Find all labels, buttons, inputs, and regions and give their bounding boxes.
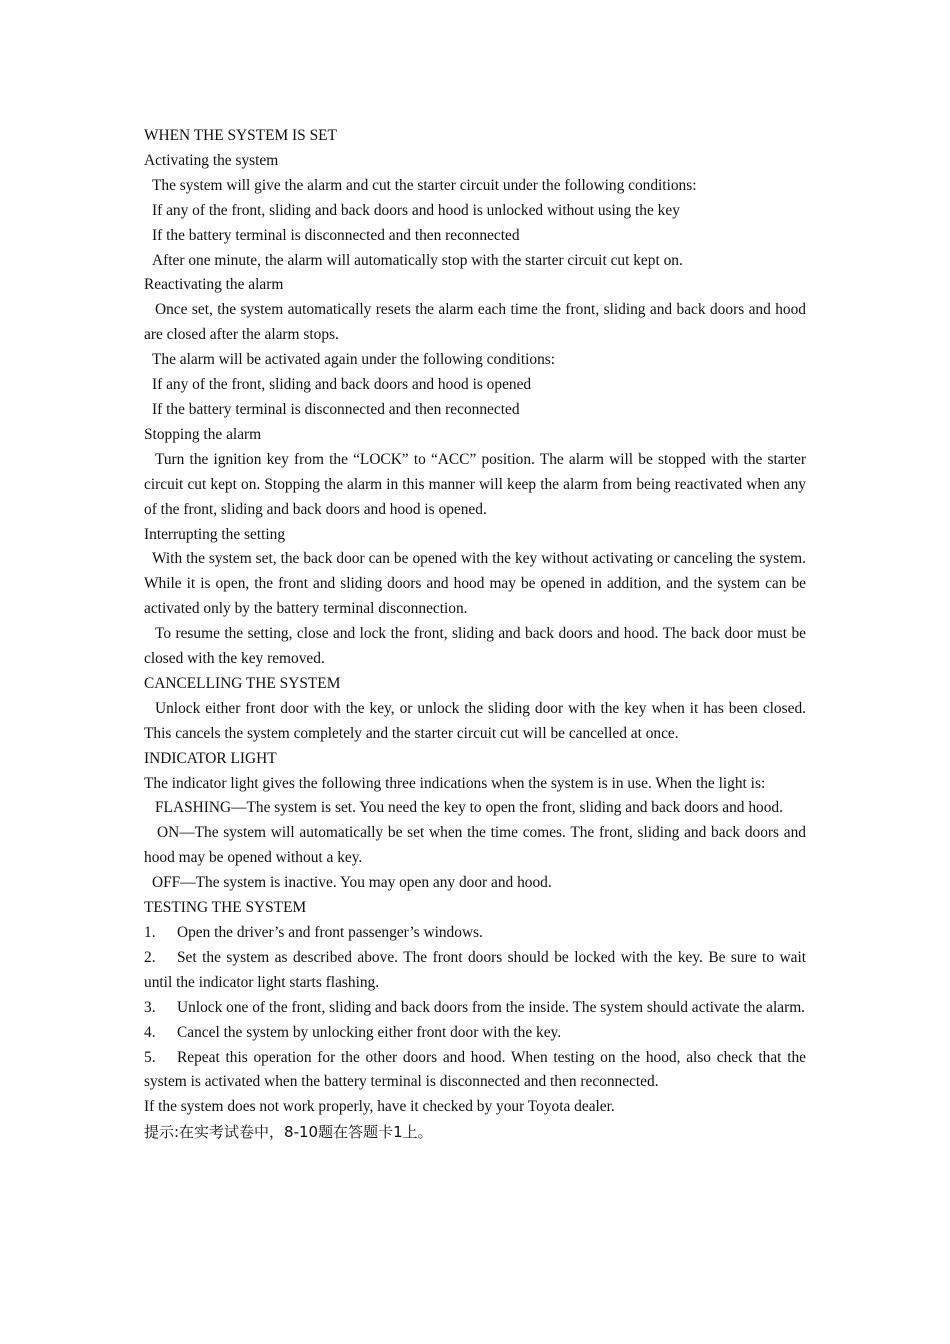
section-heading-indicator: INDICATOR LIGHT <box>144 749 277 767</box>
interrupting-paragraph-1: With the system set, the back door can be opened with the key without activating or canceling the system. While it is open, the front and sliding doors and hood may be opened in addition, and the system can be activated only by the battery terminal disconnection. <box>144 550 806 618</box>
subheading-stopping: Stopping the alarm <box>144 425 262 443</box>
cancelling-paragraph: Unlock either front door with the key, or unlock the sliding door with the key when it has been closed. This cancels the system completely and the starter circuit cut will be cancelled at once. <box>144 699 806 742</box>
reactivating-paragraph-2: The alarm will be activated again under the following conditions: <box>152 351 556 369</box>
reactivating-paragraph-1: Once set, the system automatically resets the alarm each time the front, sliding and back doors and hood are closed after the alarm stops. <box>144 301 806 344</box>
step-text: Set the system as described above. The front doors should be locked with the key. Be sure to wait until the indicator light starts flashing. <box>144 948 806 991</box>
step-number: 5. <box>144 1048 156 1066</box>
stopping-paragraph: Turn the ignition key from the “LOCK” to “ACC” position. The alarm will be stopped with the starter circuit cut kept on. Stopping the alarm in this manner will keep the alarm from being reactivated when any of the front, sliding and back doors and hood is opened. <box>144 450 806 518</box>
section-heading-cancelling: CANCELLING THE SYSTEM <box>144 674 341 692</box>
testing-footer: If the system does not work properly, have it checked by your Toyota dealer. <box>144 1098 615 1116</box>
indicator-off: OFF—The system is inactive. You may open any door and hood. <box>152 874 552 892</box>
document-page <box>144 124 806 1145</box>
exam-hint: 提示:在实考试卷中，8-10题在答题卡1上。 <box>144 1123 433 1142</box>
reactivating-condition-2: If the battery terminal is disconnected and then reconnected <box>152 400 520 418</box>
step-text: Unlock one of the front, sliding and back doors from the inside. The system should activate the alarm. <box>177 998 806 1016</box>
reactivating-condition-1: If any of the front, sliding and back doors and hood is opened <box>152 376 532 394</box>
testing-step <box>144 996 806 1021</box>
activating-after: After one minute, the alarm will automatically stop with the starter circuit cut kept on. <box>152 251 683 269</box>
testing-step <box>144 921 806 946</box>
step-text: Cancel the system by unlocking either front door with the key. <box>177 1023 562 1041</box>
testing-step <box>144 1021 806 1046</box>
step-text: Open the driver’s and front passenger’s windows. <box>177 924 483 941</box>
subheading-activating: Activating the system <box>144 151 279 169</box>
section-heading-when-set: WHEN THE SYSTEM IS SET <box>144 127 337 144</box>
testing-step <box>144 946 806 996</box>
testing-step <box>144 1046 806 1096</box>
step-number: 4. <box>144 1023 156 1041</box>
section-heading-testing: TESTING THE SYSTEM <box>144 899 307 917</box>
subheading-reactivating: Reactivating the alarm <box>144 276 284 294</box>
step-number: 2. <box>144 948 156 966</box>
activating-condition-2: If the battery terminal is disconnected and then reconnected <box>152 226 520 244</box>
indicator-on: ON—The system will automatically be set when the time comes. The front, sliding and back doors and hood may be opened without a key. <box>144 824 806 867</box>
indicator-intro: The indicator light gives the following three indications when the system is in use. When the light is: <box>144 774 766 792</box>
step-number: 3. <box>144 998 156 1016</box>
subheading-interrupting: Interrupting the setting <box>144 525 286 543</box>
indicator-flashing: FLASHING—The system is set. You need the key to open the front, sliding and back doors and hood. <box>155 799 783 817</box>
interrupting-paragraph-2: To resume the setting, close and lock the front, sliding and back doors and hood. The back door must be closed with the key removed. <box>144 625 806 668</box>
activating-intro: The system will give the alarm and cut the starter circuit under the following conditions: <box>152 176 697 194</box>
activating-condition-1: If any of the front, sliding and back doors and hood is unlocked without using the key <box>152 201 680 219</box>
step-number: 1. <box>144 924 156 941</box>
step-text: Repeat this operation for the other doors and hood. When testing on the hood, also check that the system is activated when the battery terminal is disconnected and then reconnected. <box>144 1048 806 1091</box>
